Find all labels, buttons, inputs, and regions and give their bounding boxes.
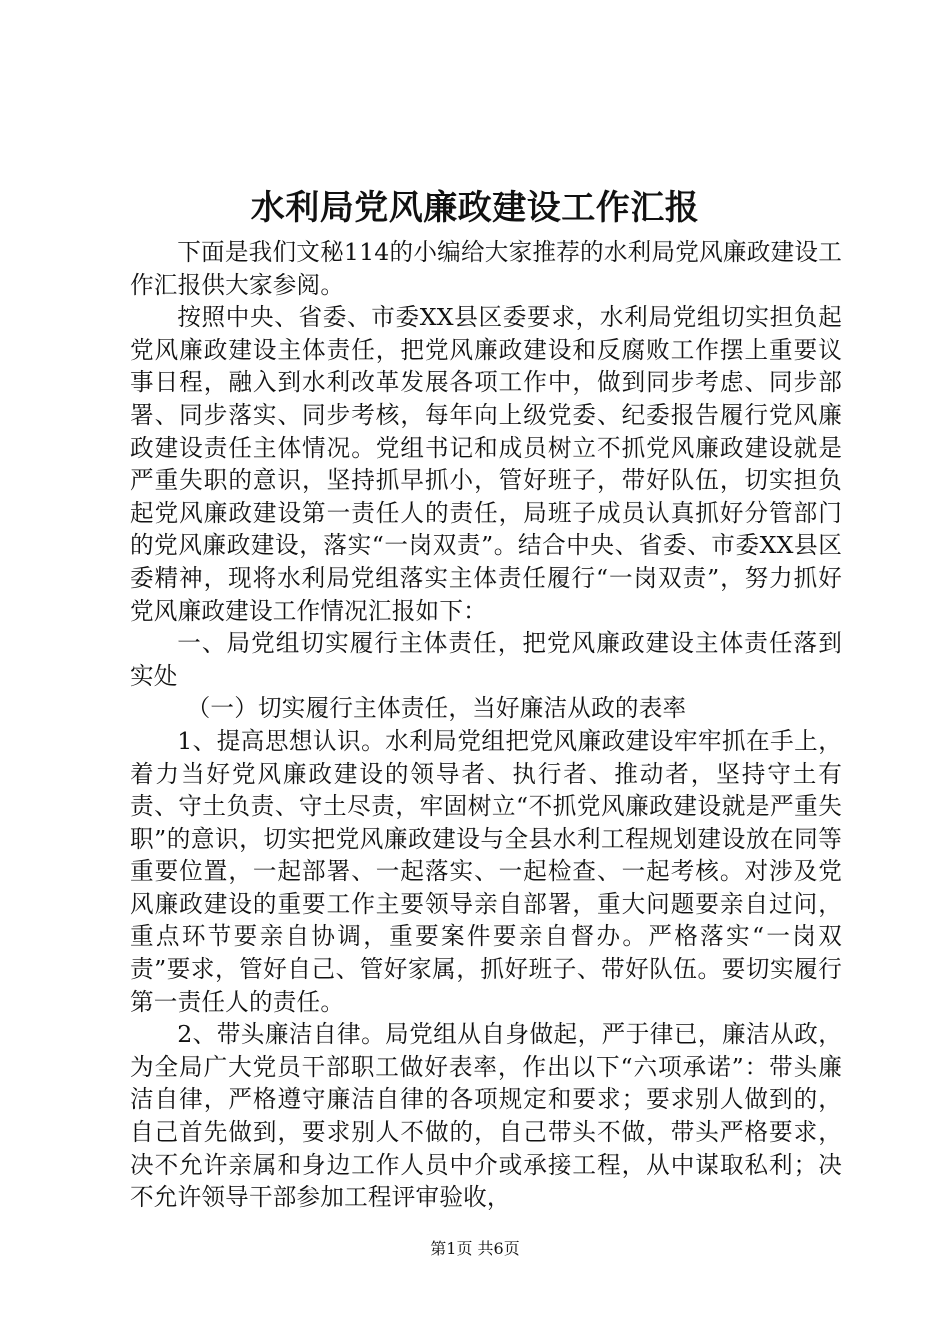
page-footer: 第1页 共6页 bbox=[430, 1239, 520, 1258]
body-paragraph: 1、提高思想认识。水利局党组把党风廉政建设牢牢抓在手上，着力当好党风廉政建设的领导者、执行者、推动者，坚持守土有责、守土负责、守土尽责，牢固树立“不抓党风廉政建设就是严重失职”的意识，切实把党风廉政建设与全县水利工程规划建设放在同等重要位置，一起部署、一起落实、一起检查、一起考核。对涉及党风廉政建设的重要工作主要领导亲自部署，重大问题要亲自过问，重点环节要亲自协调，重要案件要亲自督办。严格落实“一岗双责”要求，管好自己、管好家属，抓好班子、带好队伍。要切实履行第一责任人的责任。 bbox=[130, 726, 842, 1016]
body-paragraph: 2、带头廉洁自律。局党组从自身做起，严于律已，廉洁从政，为全局广大党员干部职工做好表率，作出以下“六项承诺”：带头廉洁自律，严格遵守廉洁自律的各项规定和要求；要求别人做到的，自己首先做到，要求别人不做的，自己带头不做，带头严格要求，决不允许亲属和身边工作人员中介或承接工程，从中谋取私利；决不允许领导干部参加工程评审验收， bbox=[130, 1020, 842, 1212]
section-heading: 一、局党组切实履行主体责任，把党风廉政建设主体责任落到实处 bbox=[130, 629, 842, 690]
intro-paragraph: 下面是我们文秘114的小编给大家推荐的水利局党风廉政建设工作汇报供大家参阅。 bbox=[130, 238, 842, 299]
document-title: 水利局党风廉政建设工作汇报 bbox=[250, 188, 700, 228]
document-body bbox=[130, 236, 842, 1214]
subsection-heading: （一）切实履行主体责任，当好廉洁从政的表率 bbox=[186, 694, 687, 723]
body-paragraph: 按照中央、省委、市委XX县区委要求，水利局党组切实担负起党风廉政建设主体责任，把党风廉政建设和反腐败工作摆上重要议事日程，融入到水利改革发展各项工作中，做到同步考虑、同步部署、同步落实、同步考核，每年向上级党委、纪委报告履行党风廉政建设责任主体情况。党组书记和成员树立不抓党风廉政建设就是严重失职的意识，坚持抓早抓小，管好班子，带好队伍，切实担负起党风廉政建设第一责任人的责任，局班子成员认真抓好分管部门的党风廉政建设，落实“一岗双责”。结合中央、省委、市委XX县区委精神，现将水利局党组落实主体责任履行“一岗双责”，努力抓好党风廉政建设工作情况汇报如下： bbox=[130, 303, 842, 625]
